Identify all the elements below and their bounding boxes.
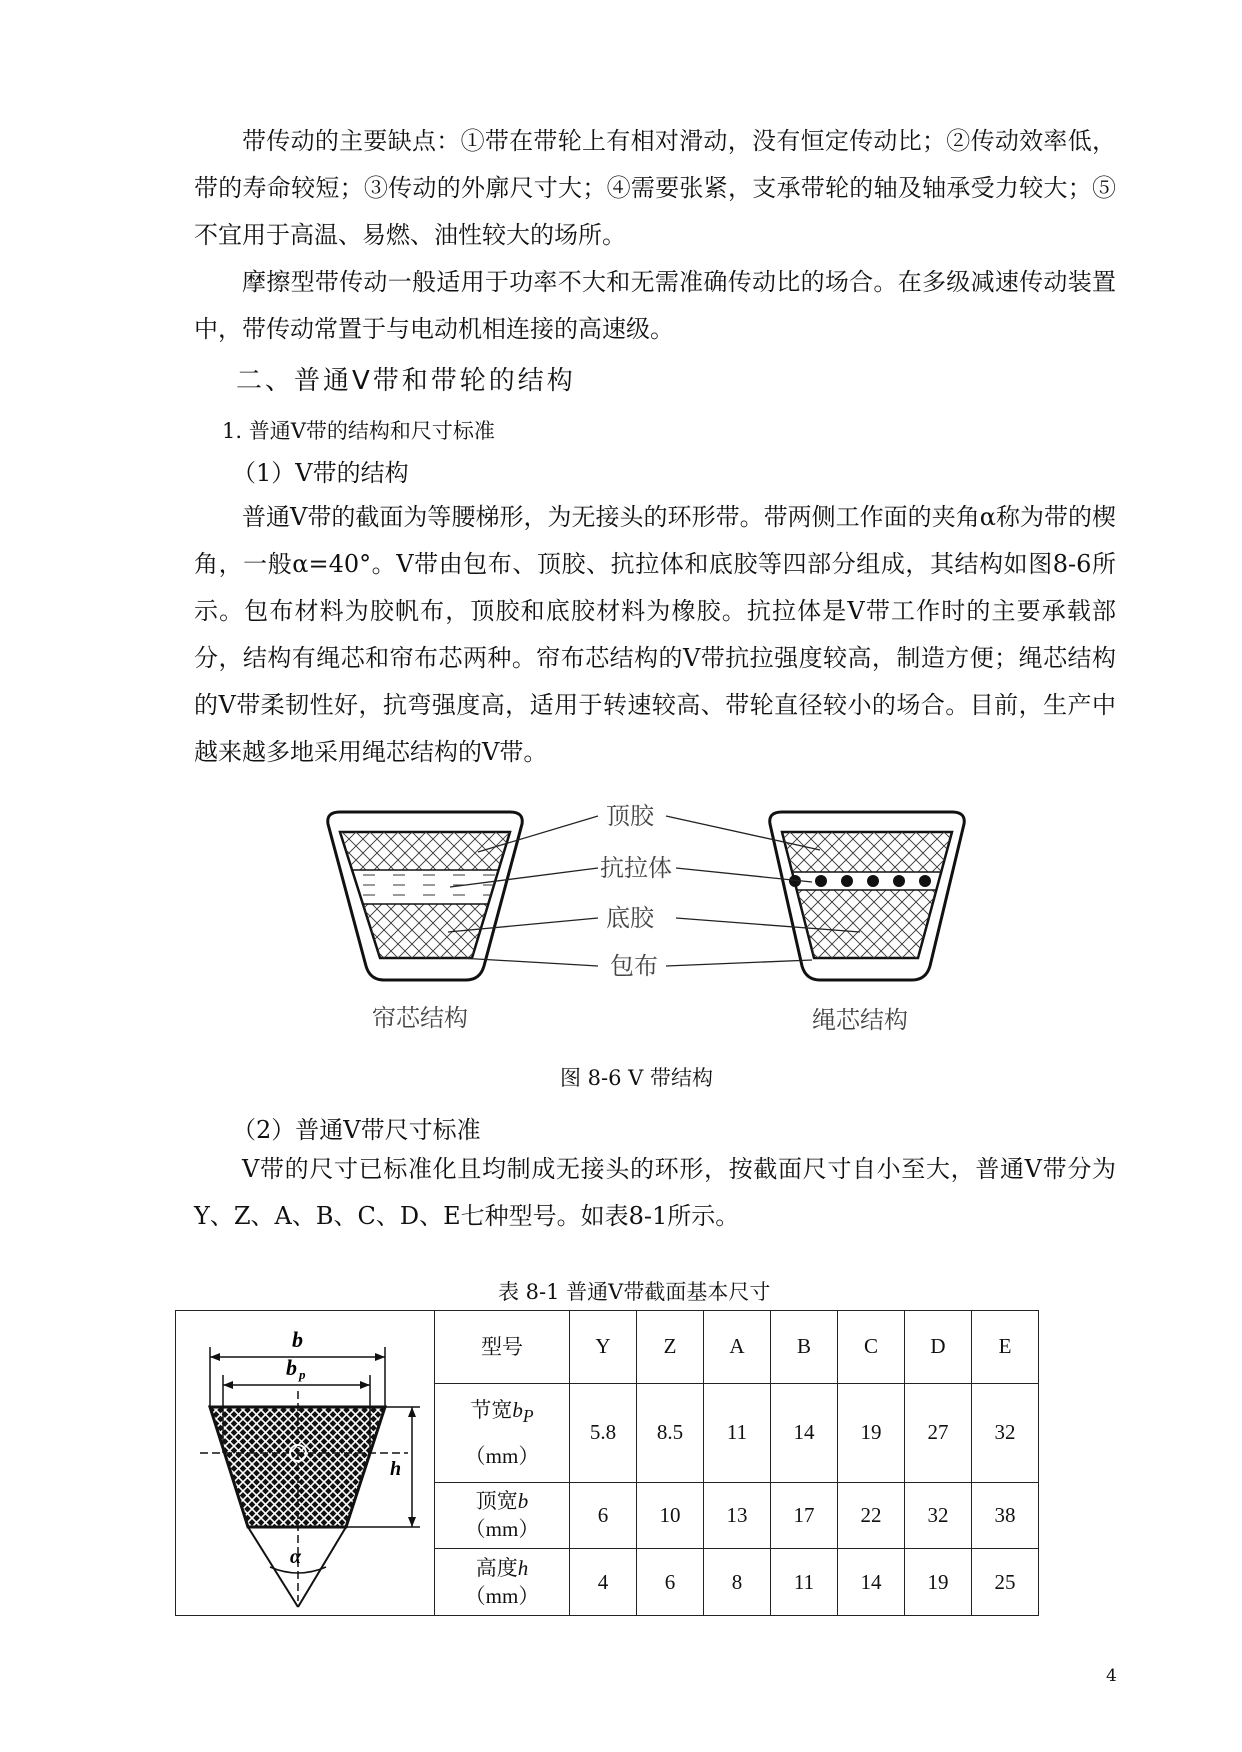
row-label: 顶宽 [475,1489,518,1514]
value-cell: 14 [838,1549,905,1616]
label-cover: 包布 [610,952,658,980]
value-cell: 10 [637,1482,704,1549]
dim-alpha-label: α [290,1546,302,1568]
row-symbol-subscript: P [522,1405,534,1426]
figure-caption: 图 8-6 V 带结构 [560,1066,714,1090]
type-cell: E [972,1311,1039,1384]
row-symbol: b [517,1489,529,1514]
type-cell: Y [570,1311,637,1384]
type-header-cell: 型号 [435,1311,570,1384]
page-number: 4 [1106,1666,1117,1686]
value-cell: 6 [637,1549,704,1616]
label-tension-member: 抗拉体 [600,854,672,882]
type-cell: D [905,1311,972,1384]
paragraph-v-belt-sizes: V带的尺寸已标准化且均制成无接头的环形，按截面尺寸自小至大，普通V带分为Y、Z、A、B、C、D、E七种型号。如表8-1所示。 [194,1155,1116,1230]
type-cell: Z [637,1311,704,1384]
value-cell: 19 [905,1549,972,1616]
value-cell: 22 [838,1482,905,1549]
row-label: 节宽 [470,1397,513,1422]
fabric-core-belt [328,812,523,980]
row-unit: （mm） [464,1443,540,1468]
sub-subsection-heading-2: （2）普通V带尺寸标准 [232,1116,481,1144]
value-cell: 11 [704,1383,771,1482]
left-belt-title: 帘芯结构 [372,1004,468,1032]
section-heading: 二、普通V带和带轮的结构 [236,366,576,396]
sub-subsection-heading: （1）V带的结构 [232,459,409,487]
value-cell: 5.8 [570,1383,637,1482]
v-belt-dimension-table [175,1310,1039,1616]
value-cell: 19 [838,1383,905,1482]
row-symbol: b [512,1397,523,1422]
value-cell: 25 [972,1549,1039,1616]
cord-core-belt [770,812,965,980]
label-bottom-rubber: 底胶 [606,904,654,932]
dim-bp-subscript: p [299,1367,306,1382]
subsection-heading: 1. 普通V带的结构和尺寸标准 [222,419,495,443]
value-cell: 27 [905,1383,972,1482]
type-cell: B [771,1311,838,1384]
dim-bp-label: b [286,1355,297,1380]
paragraph-applications: 摩擦型带传动一般适用于功率不大和无需准确传动比的场合。在多级减速传动装置中，带传动常置于与电动机相连接的高速级。 [194,268,1116,343]
cross-section-diagram [180,1311,430,1609]
type-cell: C [838,1311,905,1384]
right-belt-title: 绳芯结构 [812,1006,908,1034]
row-label-cell [435,1482,570,1549]
type-cell: A [704,1311,771,1384]
table-caption: 表 8-1 普通V带截面基本尺寸 [498,1280,771,1304]
row-label-cell [435,1383,570,1482]
value-cell: 11 [771,1549,838,1616]
value-cell: 13 [704,1482,771,1549]
value-cell: 8 [704,1549,771,1616]
value-cell: 32 [905,1482,972,1549]
value-cell: 4 [570,1549,637,1616]
v-belt-structure-figure [300,790,980,1050]
row-label-cell [435,1549,570,1616]
value-cell: 38 [972,1482,1039,1549]
row-unit: （mm） [464,1517,540,1542]
value-cell: 32 [972,1383,1039,1482]
cross-section-diagram-cell [176,1311,435,1616]
value-cell: 8.5 [637,1383,704,1482]
row-label: 高度 [475,1556,518,1581]
paragraph-v-belt-structure: 普通V带的截面为等腰梯形，为无接头的环形带。带两侧工作面的夹角α称为带的楔角，一般α=40°。V带由包布、顶胶、抗拉体和底胶等四部分组成，其结构如图8-6所示。包布材料为胶帆布，顶胶和底胶材料为橡胶。抗拉体是V带工作时的主要承载部分，结构有绳芯和帘布芯两种。帘布芯结构的V带抗拉强度较高，制造方便；绳芯结构的V带柔韧性好，抗弯强度高，适用于转速较高、带轮直径较小的场合。目前，生产中越来越多地采用绳芯结构的V带。 [194,503,1116,766]
value-cell: 14 [771,1383,838,1482]
row-unit: （mm） [464,1584,540,1609]
paragraph-disadvantages: 带传动的主要缺点：①带在带轮上有相对滑动，没有恒定传动比；②传动效率低，带的寿命较短；③传动的外廓尺寸大；④需要张紧，支承带轮的轴及轴承受力较大；⑤不宜用于高温、易燃、油性较大的场所。 [194,127,1116,249]
dim-b-label: b [292,1327,303,1352]
table-header-row [176,1311,1039,1384]
dim-h-label: h [390,1458,402,1480]
row-symbol: h [517,1556,529,1581]
value-cell: 17 [771,1482,838,1549]
label-top-rubber: 顶胶 [606,802,654,830]
value-cell: 6 [570,1482,637,1549]
